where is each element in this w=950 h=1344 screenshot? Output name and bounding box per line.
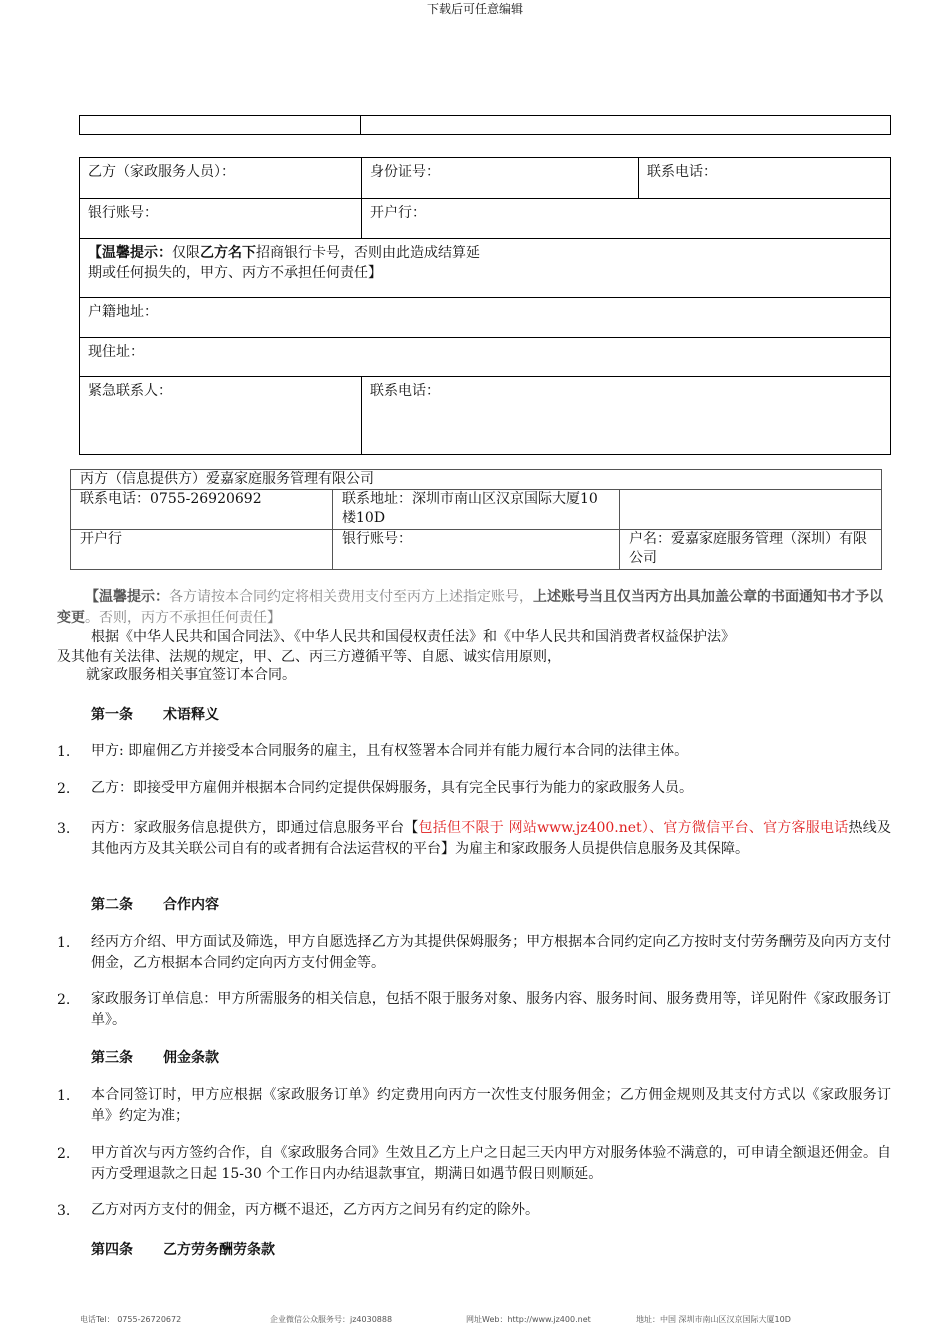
list-item: 家政服务订单信息：甲方所需服务的相关信息，包括不限于服务对象、服务内容、服务时间、服务费用等，详见附件《家政服务订单》。 bbox=[91, 991, 891, 1028]
household-label: 户籍地址： bbox=[88, 304, 158, 320]
partyC-empty-cell bbox=[620, 490, 882, 530]
intro-line2: 及其他有关法律、法规的规定，甲、乙、丙三方遵循平等、自愿、诚实信用原则， bbox=[57, 649, 561, 665]
emergency-phone-label: 联系电话： bbox=[370, 383, 440, 399]
partyC-table bbox=[70, 469, 882, 570]
partyB-table bbox=[79, 157, 891, 455]
article-number: 第二条 bbox=[91, 897, 133, 913]
partyB-bank-account-cell[interactable] bbox=[80, 199, 362, 239]
payment-tip bbox=[57, 587, 892, 629]
tip2-bold: 上述账号当且仅当丙方出具加盖公章的书面通知书才予以变更 bbox=[57, 589, 883, 626]
article-number: 第一条 bbox=[91, 707, 133, 723]
tip2-text: 。否则，丙方不承担任何责任】 bbox=[85, 610, 281, 626]
current-address-cell[interactable] bbox=[80, 338, 891, 377]
blank-cell bbox=[361, 116, 891, 135]
blank-header-table bbox=[79, 115, 891, 135]
blank-cell bbox=[80, 116, 361, 135]
list-item: 甲方首次与丙方签约合作，自《家政服务合同》生效且乙方上户之日起三天内甲方对服务体验不满意的，可申请全额退还佣金。自丙方受理退款之日起 15-30 个工作日内办结退款事宜，期满日如遇节假日则顺延。 bbox=[91, 1145, 891, 1182]
footer-wechat: 企业微信公众服务号：jz4030888 bbox=[270, 1315, 393, 1324]
article-title: 合作内容 bbox=[163, 897, 219, 913]
list-number: 1. bbox=[57, 1088, 71, 1104]
partyB-phone-label: 联系电话： bbox=[647, 164, 717, 180]
list-item: 经丙方介绍、甲方面试及筛选，甲方自愿选择乙方为其提供保姆服务；甲方根据本合同约定向乙方按时支付劳务酬劳及向丙方支付佣金，乙方根据本合同约定向丙方支付佣金等。 bbox=[91, 934, 891, 971]
footer-address: 地址：中国 深圳市南山区汉京国际大厦10D bbox=[636, 1315, 791, 1324]
list-number: 1. bbox=[57, 935, 71, 951]
list-number: 2. bbox=[57, 781, 71, 797]
footer-web: 网址Web：http://www.jz400.net bbox=[466, 1315, 591, 1324]
list-number: 2. bbox=[57, 992, 71, 1008]
emergency-contact-label: 紧急联系人： bbox=[88, 383, 172, 399]
partyB-id-label: 身份证号： bbox=[370, 164, 440, 180]
article-number: 第四条 bbox=[91, 1242, 133, 1258]
household-cell[interactable] bbox=[80, 298, 891, 338]
partyB-name-label: 乙方（家政服务人员）： bbox=[88, 164, 235, 180]
partyB-tip-cell bbox=[80, 239, 891, 298]
tip-prefix: 【温馨提示： bbox=[88, 245, 172, 261]
tip2-prefix: 【温馨提示： bbox=[85, 589, 169, 605]
partyC-title: 丙方（信息提供方）爱嘉家庭服务管理有限公司 bbox=[71, 470, 882, 490]
tip-text: 仅限 bbox=[172, 245, 200, 261]
partyB-phone-cell[interactable] bbox=[639, 158, 891, 199]
tip-bold: 乙方名下 bbox=[200, 245, 256, 261]
partyB-id-cell[interactable] bbox=[362, 158, 639, 199]
intro-line1: 根据《中华人民共和国合同法》、《中华人民共和国侵权责任法》和《中华人民共和国消费者权益保护法》 bbox=[91, 629, 735, 645]
tip-text: 招商银行卡号，否则由此造成结算延 bbox=[256, 245, 480, 261]
emergency-phone-cell[interactable] bbox=[362, 377, 891, 455]
current-address-label: 现住址： bbox=[88, 344, 144, 360]
partyB-bank-account-label: 银行账号： bbox=[88, 205, 158, 221]
emergency-contact-cell[interactable] bbox=[80, 377, 362, 455]
tip-line2: 期或任何损失的，甲方、丙方不承担任何责任】 bbox=[88, 265, 382, 281]
partyC-bank-branch: 开户行 bbox=[71, 530, 333, 570]
article-title: 佣金条款 bbox=[163, 1050, 219, 1066]
list-item bbox=[91, 818, 891, 860]
article3-heading bbox=[91, 1047, 219, 1067]
partyB-bank-branch-cell[interactable] bbox=[362, 199, 891, 239]
partyC-bank-account: 银行账号： bbox=[333, 530, 620, 570]
partyC-account-name: 户名：爱嘉家庭服务管理（深圳）有限公司 bbox=[620, 530, 882, 570]
list-number: 1. bbox=[57, 744, 71, 760]
list-number: 2. bbox=[57, 1146, 71, 1162]
item3-text: 丙方：家政服务信息提供方，即通过信息服务平台【 bbox=[91, 820, 419, 836]
list-item: 乙方对丙方支付的佣金，丙方概不退还，乙方丙方之间另有约定的除外。 bbox=[91, 1202, 539, 1218]
intro-line3: 就家政服务相关事宜签订本合同。 bbox=[86, 667, 296, 683]
article1-heading bbox=[91, 704, 219, 724]
article-title: 乙方劳务酬劳条款 bbox=[163, 1242, 275, 1258]
partyC-phone: 联系电话：0755-26920692 bbox=[71, 490, 333, 530]
list-item: 本合同签订时，甲方应根据《家政服务订单》约定费用向丙方一次性支付服务佣金；乙方佣金规则及其支付方式以《家政服务订单》约定为准； bbox=[91, 1087, 891, 1124]
partyC-address: 联系地址：深圳市南山区汉京国际大厦10楼10D bbox=[333, 490, 620, 530]
header-note: 下载后可任意编辑 bbox=[426, 2, 523, 16]
list-number: 3. bbox=[57, 1203, 71, 1219]
item3-red-text: 包括但不限于 网站www.jz400.net）、官方微信平台、官方客服电话 bbox=[418, 820, 849, 836]
partyB-bank-branch-label: 开户行： bbox=[370, 205, 426, 221]
footer-tel: 电话Tel： 0755-26720672 bbox=[80, 1315, 182, 1324]
article-title: 术语释义 bbox=[163, 707, 219, 723]
list-item: 乙方：即接受甲方雇佣并根据本合同约定提供保姆服务，具有完全民事行为能力的家政服务人员。 bbox=[91, 780, 693, 796]
article2-heading bbox=[91, 894, 219, 914]
item3-text: 热线及其他丙方及其关联公司自有的或者拥有合法运营权的平台】为雇主和家政服务人员提供信息服务及其保障。 bbox=[91, 820, 891, 857]
tip2-text: 各方请按本合同约定将相关费用支付至丙方上述指定账号， bbox=[169, 589, 533, 605]
article4-heading bbox=[91, 1239, 275, 1259]
partyB-name-cell[interactable] bbox=[80, 158, 362, 199]
article-number: 第三条 bbox=[91, 1050, 133, 1066]
list-number: 3. bbox=[57, 821, 71, 837]
list-item: 甲方: 即雇佣乙方并接受本合同服务的雇主，且有权签署本合同并有能力履行本合同的法律主体。 bbox=[91, 743, 689, 759]
